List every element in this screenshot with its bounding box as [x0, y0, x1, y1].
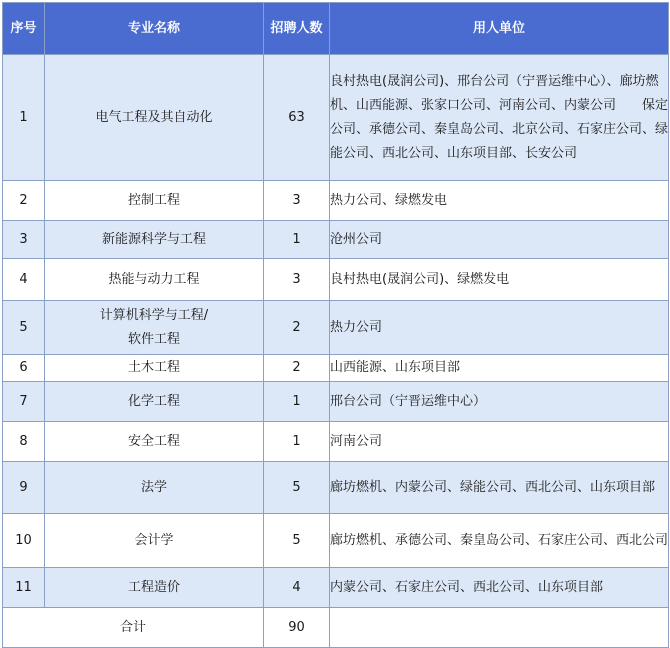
table-row: [3, 355, 669, 382]
recruitment-table: [2, 2, 669, 648]
table-header: [3, 3, 669, 55]
row-count: 5: [264, 514, 330, 568]
row-major: 计算机科学与工程/软件工程: [45, 301, 264, 355]
row-units: 热力公司、绿燃发电: [330, 181, 669, 221]
table-row: [3, 55, 669, 181]
table-row: [3, 422, 669, 462]
row-major: 控制工程: [45, 181, 264, 221]
row-count: 4: [264, 568, 330, 608]
table-row: [3, 301, 669, 355]
row-units: 山西能源、山东项目部: [330, 355, 669, 382]
row-index: 7: [3, 382, 45, 422]
header-major: 专业名称: [45, 3, 264, 55]
row-units: 河南公司: [330, 422, 669, 462]
header-count: 招聘人数: [264, 3, 330, 55]
row-index: 8: [3, 422, 45, 462]
row-major: 法学: [45, 462, 264, 514]
row-count: 63: [264, 55, 330, 181]
row-major: 会计学: [45, 514, 264, 568]
total-row: [3, 608, 669, 648]
row-units: 内蒙公司、石家庄公司、西北公司、山东项目部: [330, 568, 669, 608]
row-major: 化学工程: [45, 382, 264, 422]
row-count: 5: [264, 462, 330, 514]
row-units: 良村热电(晟润公司)、绿燃发电: [330, 259, 669, 301]
row-units: 廊坊燃机、承德公司、秦皇岛公司、石家庄公司、西北公司: [330, 514, 669, 568]
table-row: [3, 568, 669, 608]
row-units: 沧州公司: [330, 221, 669, 259]
row-count: 2: [264, 355, 330, 382]
row-index: 9: [3, 462, 45, 514]
table-row: [3, 221, 669, 259]
table-row: [3, 514, 669, 568]
row-index: 10: [3, 514, 45, 568]
row-index: 2: [3, 181, 45, 221]
row-index: 6: [3, 355, 45, 382]
row-index: 5: [3, 301, 45, 355]
header-index: 序号: [3, 3, 45, 55]
row-count: 3: [264, 259, 330, 301]
total-count: 90: [264, 608, 330, 648]
row-index: 11: [3, 568, 45, 608]
row-major: 工程造价: [45, 568, 264, 608]
row-major: 土木工程: [45, 355, 264, 382]
row-count: 1: [264, 382, 330, 422]
table-row: [3, 462, 669, 514]
row-units: 热力公司: [330, 301, 669, 355]
row-count: 3: [264, 181, 330, 221]
row-units: 良村热电(晟润公司)、邢台公司（宁晋运维中心）、廊坊燃机、山西能源、张家口公司、河南公司、内蒙公司 保定公司、承德公司、秦皇岛公司、北京公司、石家庄公司、绿能公司、西北公司、山东项目部、长安公司: [330, 55, 669, 181]
table-row: [3, 382, 669, 422]
table-row: [3, 259, 669, 301]
row-major: 电气工程及其自动化: [45, 55, 264, 181]
row-index: 4: [3, 259, 45, 301]
row-count: 1: [264, 221, 330, 259]
total-units: [330, 608, 669, 648]
row-count: 1: [264, 422, 330, 462]
row-units: 廊坊燃机、内蒙公司、绿能公司、西北公司、山东项目部: [330, 462, 669, 514]
table-body: [3, 55, 669, 648]
row-index: 3: [3, 221, 45, 259]
row-count: 2: [264, 301, 330, 355]
row-units: 邢台公司（宁晋运维中心）: [330, 382, 669, 422]
row-major: 热能与动力工程: [45, 259, 264, 301]
total-label: 合计: [3, 608, 264, 648]
row-index: 1: [3, 55, 45, 181]
row-major: 新能源科学与工程: [45, 221, 264, 259]
row-major: 安全工程: [45, 422, 264, 462]
header-units: 用人单位: [330, 3, 669, 55]
table-row: [3, 181, 669, 221]
